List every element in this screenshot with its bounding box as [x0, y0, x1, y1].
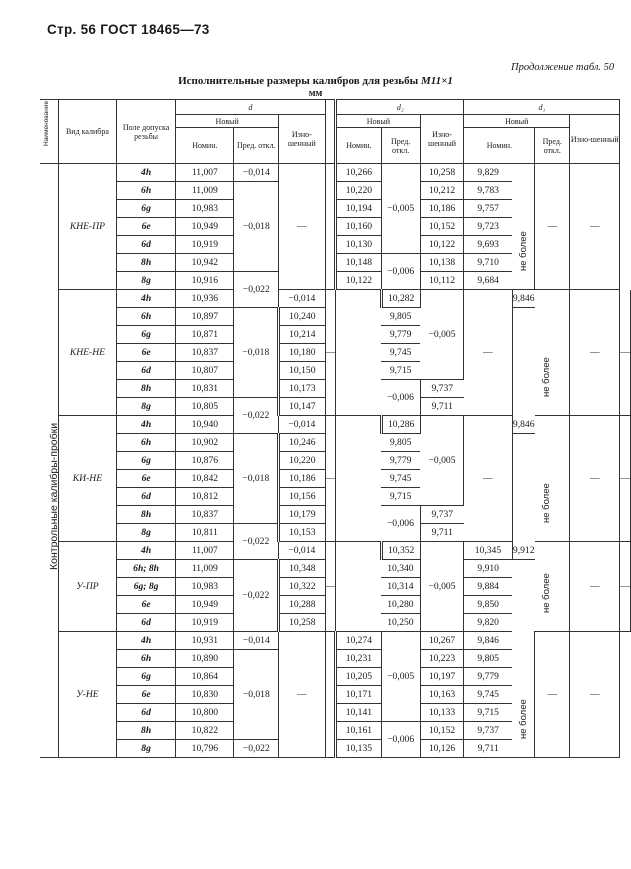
d2-nominal: 10,220 [336, 182, 381, 200]
d-nominal: 10,897 [176, 308, 234, 326]
d2-nominal: 10,161 [336, 722, 381, 740]
d-nominal: 10,983 [176, 200, 234, 218]
tolerance-field: 6e [116, 344, 175, 362]
d-deviation: −0,014 [234, 632, 279, 650]
d2-worn: 10,152 [420, 722, 464, 740]
tolerance-field: 6e [116, 218, 175, 236]
d-nominal: 10,805 [176, 398, 234, 416]
column-header-kind: Вид калибра [58, 100, 116, 164]
title-thread: М11×1 [420, 75, 453, 87]
d2-worn: 10,126 [420, 740, 464, 758]
d1-nominal: 9,846 [512, 416, 535, 434]
tolerance-field: 8g [116, 272, 175, 290]
d2-nominal: 10,180 [279, 344, 325, 362]
d1-nominal: 9,779 [381, 326, 420, 344]
d-deviation: −0,014 [279, 542, 325, 560]
tolerance-field: 4h [116, 164, 175, 182]
tolerance-field: 6h [116, 434, 175, 452]
d-worn: — [325, 542, 336, 632]
d2-nominal: 10,153 [279, 524, 325, 542]
d2-worn: 10,267 [420, 632, 464, 650]
d-deviation: −0,022 [234, 272, 279, 308]
table-row [40, 632, 631, 650]
d1-nominal: 9,783 [464, 182, 512, 200]
d-nominal: 10,919 [176, 236, 234, 254]
d-deviation: −0,018 [234, 434, 279, 524]
gauge-kind: У-ПР [58, 542, 116, 632]
d2-worn: 10,138 [420, 254, 464, 272]
d1-worn: — [620, 542, 631, 632]
d-nominal: 10,871 [176, 326, 234, 344]
group-label: Контрольные калибры-пробки [48, 422, 60, 570]
d1-nominal: 9,710 [464, 254, 512, 272]
d1-nominal: 9,715 [464, 704, 512, 722]
tolerance-field: 6h; 8h [116, 560, 175, 578]
d2-worn: 10,345 [464, 542, 512, 560]
d1-nominal: 9,850 [464, 596, 512, 614]
d-nominal: 11,007 [176, 164, 234, 182]
d1-nominal: 9,745 [464, 686, 512, 704]
d1-worn-header: Изно-шенный [570, 115, 620, 164]
d2-nominal: 10,135 [336, 740, 381, 758]
d-nominal: 10,890 [176, 650, 234, 668]
tolerance-field: 6d [116, 362, 175, 380]
d-deviation: −0,018 [234, 650, 279, 740]
d2-nominal: 10,148 [336, 254, 381, 272]
d1-nominal: 9,737 [464, 722, 512, 740]
d1-worn: — [620, 416, 631, 542]
d1-deviation: — [570, 542, 620, 632]
d2-worn: 10,223 [420, 650, 464, 668]
d2-nominal: 10,348 [279, 560, 325, 578]
d2-nominal: 10,274 [336, 632, 381, 650]
d2-deviation: −0,006 [381, 722, 420, 758]
d1-worn: — [570, 632, 620, 758]
tolerance-field: 8g [116, 398, 175, 416]
table-title [0, 75, 631, 87]
d2-worn: 10,112 [420, 272, 464, 290]
d2-worn: 10,314 [381, 578, 420, 596]
d2-deviation: −0,005 [381, 632, 420, 722]
d2-nominal: 10,173 [279, 380, 325, 398]
d-deviation: −0,014 [279, 416, 325, 434]
d2-new-header: Новый [336, 115, 421, 128]
d1-nominal: 9,779 [381, 452, 420, 470]
d-nominal: 10,919 [176, 614, 234, 632]
d1-dev-header: Пред. откл. [535, 128, 570, 164]
d2-nominal: 10,147 [279, 398, 325, 416]
d2-nominal: 10,130 [336, 236, 381, 254]
tolerance-field: 4h [116, 542, 175, 560]
tolerance-field: 6h [116, 650, 175, 668]
tolerance-field: 6e [116, 596, 175, 614]
d1-nominal: 9,884 [464, 578, 512, 596]
d2-worn: 10,280 [381, 596, 420, 614]
tolerance-field: 4h [116, 632, 175, 650]
d2-nominal: 10,352 [381, 542, 420, 560]
d2-nominal-header: Номин. [336, 128, 381, 164]
d2-deviation: −0,006 [381, 254, 420, 290]
d-worn-header: Изно-шенный [279, 115, 325, 164]
gauge-kind: КНЕ-ПР [58, 164, 116, 290]
d2-nominal: 10,282 [381, 290, 420, 308]
d-nominal: 10,807 [176, 362, 234, 380]
d-nominal: 10,876 [176, 452, 234, 470]
d-deviation: −0,014 [279, 290, 325, 308]
tolerance-field: 6h [116, 182, 175, 200]
d1-nominal: 9,805 [464, 650, 512, 668]
tolerance-field: 8h [116, 380, 175, 398]
d1-nominal: 9,910 [464, 560, 512, 578]
d-nominal: 10,940 [176, 416, 234, 434]
d-nominal: 10,812 [176, 488, 234, 506]
d2-nominal: 10,220 [279, 452, 325, 470]
d-nominal: 10,949 [176, 596, 234, 614]
d-deviation: −0,022 [234, 740, 279, 758]
tolerance-field: 6g [116, 668, 175, 686]
table-row [40, 164, 631, 182]
d1-nominal: 9,846 [464, 632, 512, 650]
tolerance-field: 6g [116, 326, 175, 344]
d-nominal: 10,936 [176, 290, 234, 308]
d1-nominal: 9,820 [464, 614, 512, 632]
d-nominal: 11,009 [176, 560, 234, 578]
d2-nominal: 10,156 [279, 488, 325, 506]
d2-deviation: −0,006 [381, 506, 420, 542]
not-more-label: не более [540, 483, 552, 523]
d2-worn: 10,133 [420, 704, 464, 722]
d1-deviation: — [535, 632, 570, 758]
tolerance-field: 6e [116, 686, 175, 704]
d1-nominal: 9,684 [464, 272, 512, 290]
column-header-d: d [176, 100, 325, 115]
d-nominal: 10,811 [176, 524, 234, 542]
d2-deviation: −0,005 [420, 290, 464, 380]
dimensions-table [40, 99, 631, 758]
d2-nominal: 10,214 [279, 326, 325, 344]
tolerance-field: 6d [116, 488, 175, 506]
d1-nominal: 9,711 [420, 398, 464, 416]
d1-nominal: 9,737 [420, 506, 464, 524]
d-worn: — [325, 290, 336, 416]
d2-worn-header: Изно-шенный [420, 115, 464, 164]
d2-nominal: 10,205 [336, 668, 381, 686]
d1-nominal: 9,711 [420, 524, 464, 542]
d-nominal: 10,931 [176, 632, 234, 650]
d1-nominal: 9,805 [381, 308, 420, 326]
d1-nominal: 9,745 [381, 344, 420, 362]
d2-deviation: −0,005 [420, 542, 464, 632]
tolerance-field: 6g [116, 200, 175, 218]
d2-nominal: 10,186 [279, 470, 325, 488]
d1-nominal: 9,805 [381, 434, 420, 452]
table-row [40, 542, 631, 560]
d-nominal: 10,830 [176, 686, 234, 704]
d2-worn: 10,197 [420, 668, 464, 686]
d1-worn: — [570, 164, 620, 290]
d2-worn: 10,212 [420, 182, 464, 200]
d-nominal: 10,902 [176, 434, 234, 452]
d-deviation: −0,014 [234, 164, 279, 182]
d-nominal: 10,864 [176, 668, 234, 686]
column-header-tol-field: Поле допуска резьбы [116, 100, 175, 164]
tolerance-field: 6g [116, 452, 175, 470]
d1-new-header: Новый [464, 115, 570, 128]
d2-nominal: 10,122 [336, 272, 381, 290]
d-nominal: 10,796 [176, 740, 234, 758]
d-worn: — [279, 164, 325, 290]
tolerance-field: 4h [116, 290, 175, 308]
d1-nominal: 9,779 [464, 668, 512, 686]
tolerance-field: 6h [116, 308, 175, 326]
d1-deviation: — [570, 416, 620, 542]
d2-deviation: −0,005 [420, 416, 464, 506]
d-deviation: −0,018 [234, 308, 279, 398]
d1-nominal: 9,757 [464, 200, 512, 218]
d-nominal: 10,837 [176, 506, 234, 524]
d-nominal: 10,983 [176, 578, 234, 596]
not-more-label: не более [518, 699, 530, 739]
tolerance-field: 8h [116, 722, 175, 740]
d2-worn: — [464, 416, 512, 542]
tolerance-field: 8h [116, 506, 175, 524]
d2-nominal: 10,288 [279, 596, 325, 614]
d2-nominal: 10,160 [336, 218, 381, 236]
d2-nominal: 10,246 [279, 434, 325, 452]
table-units: мм [308, 88, 323, 99]
d1-nominal: 9,737 [420, 380, 464, 398]
column-header-d1: d₁ [464, 100, 620, 115]
d2-dev-header: Пред. откл. [381, 128, 420, 164]
d-nominal: 10,942 [176, 254, 234, 272]
d-deviation: −0,022 [234, 560, 279, 632]
d-nominal: 10,949 [176, 218, 234, 236]
d2-nominal: 10,179 [279, 506, 325, 524]
tolerance-field: 4h [116, 416, 175, 434]
tolerance-field: 8h [116, 254, 175, 272]
page-header: Стр. 56 ГОСТ 18465—73 [47, 22, 210, 37]
gauge-kind: У-НЕ [58, 632, 116, 758]
tolerance-field: 6g; 8g [116, 578, 175, 596]
d1-nominal: 9,723 [464, 218, 512, 236]
d1-nominal: 9,912 [512, 542, 535, 560]
d-nominal-header: Номин. [176, 128, 234, 164]
d-dev-header: Пред. откл. [234, 128, 279, 164]
d2-nominal: 10,141 [336, 704, 381, 722]
d-nominal: 10,822 [176, 722, 234, 740]
d-nominal: 11,009 [176, 182, 234, 200]
d-worn: — [279, 632, 325, 758]
d1-nominal: 9,693 [464, 236, 512, 254]
d2-nominal: 10,171 [336, 686, 381, 704]
d2-worn: 10,186 [420, 200, 464, 218]
tolerance-field: 6d [116, 614, 175, 632]
gauge-kind: КИ-НЕ [58, 416, 116, 542]
d2-worn: 10,163 [420, 686, 464, 704]
not-more-label: не более [540, 357, 552, 397]
d-new-header: Новый [176, 115, 279, 128]
d-deviation: −0,018 [234, 182, 279, 272]
d2-worn: 10,340 [381, 560, 420, 578]
column-header-d2: d₂ [336, 100, 464, 115]
column-header-name: Наименование [43, 100, 50, 146]
table-row [40, 290, 631, 308]
d1-nominal: 9,745 [381, 470, 420, 488]
d1-nominal: 9,715 [381, 362, 420, 380]
d-nominal: 10,837 [176, 344, 234, 362]
d1-nominal: 9,829 [464, 164, 512, 182]
tolerance-field: 6d [116, 236, 175, 254]
gauge-kind: КНЕ-НЕ [58, 290, 116, 416]
d2-nominal: 10,258 [279, 614, 325, 632]
tolerance-field: 6d [116, 704, 175, 722]
d2-nominal: 10,286 [381, 416, 420, 434]
d-nominal: 10,831 [176, 380, 234, 398]
d1-worn: — [620, 290, 631, 416]
not-more-label: не более [518, 231, 530, 271]
d2-worn: 10,122 [420, 236, 464, 254]
d-nominal: 10,800 [176, 704, 234, 722]
d2-nominal: 10,266 [336, 164, 381, 182]
d2-nominal: 10,322 [279, 578, 325, 596]
d-nominal: 10,916 [176, 272, 234, 290]
d1-deviation: — [570, 290, 620, 416]
table-row [40, 416, 631, 434]
d1-nominal: 9,711 [464, 740, 512, 758]
d2-worn: — [464, 290, 512, 416]
d1-nominal: 9,715 [381, 488, 420, 506]
d2-deviation: −0,005 [381, 164, 420, 254]
title-prefix: Исполнительные размеры калибров для резьбы [178, 75, 419, 87]
d2-worn: 10,250 [381, 614, 420, 632]
tolerance-field: 8g [116, 740, 175, 758]
continuation-note: Продолжение табл. 50 [511, 62, 615, 73]
d2-nominal: 10,231 [336, 650, 381, 668]
d1-nominal-header: Номин. [464, 128, 535, 164]
d2-worn: 10,152 [420, 218, 464, 236]
tolerance-field: 8g [116, 524, 175, 542]
d-deviation: −0,022 [234, 524, 279, 560]
not-more-label: не более [540, 573, 552, 613]
d-nominal: 10,842 [176, 470, 234, 488]
d1-nominal: 9,846 [512, 290, 535, 308]
d-nominal: 11,007 [176, 542, 234, 560]
d-worn: — [325, 416, 336, 542]
d1-deviation: — [535, 164, 570, 290]
tolerance-field: 6e [116, 470, 175, 488]
d-deviation: −0,022 [234, 398, 279, 434]
d2-nominal: 10,150 [279, 362, 325, 380]
d2-worn: 10,258 [420, 164, 464, 182]
d2-nominal: 10,240 [279, 308, 325, 326]
d2-deviation: −0,006 [381, 380, 420, 416]
d2-nominal: 10,194 [336, 200, 381, 218]
